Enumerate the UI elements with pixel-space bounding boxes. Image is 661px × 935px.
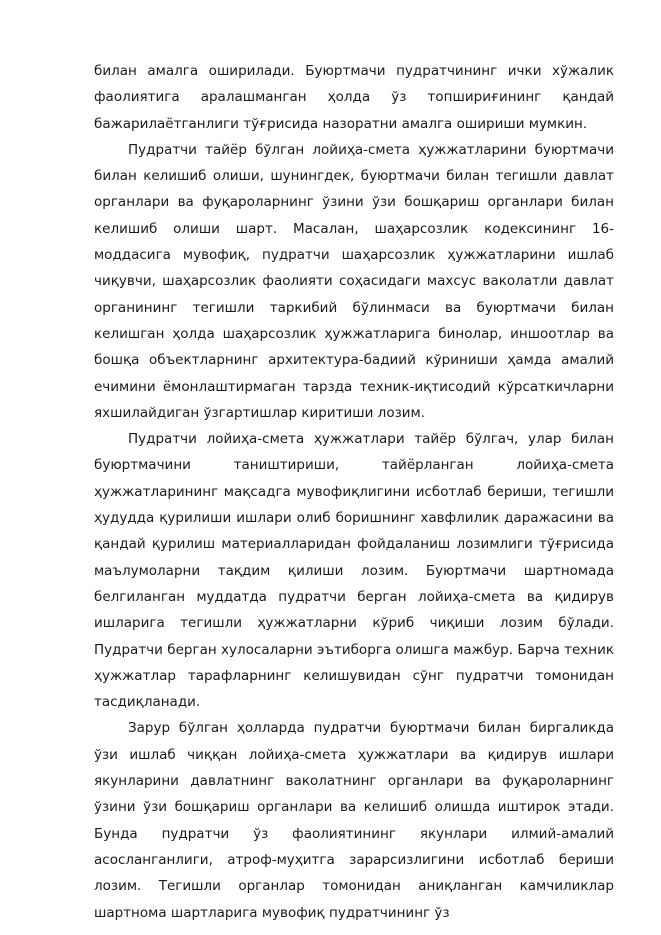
paragraph-continuation: билан амалга оширилади. Буюртмачи пудратчининг ички хўжалик фаолиятига аралашманган ҳолда ўз топшириғининг қандай бажарилаётганлиги тўғрисида назоратни амалга ошириши мумкин. [94,63,614,132]
paragraph-joint-approval: Зарур бўлган ҳолларда пудратчи буюртмачи билан биргаликда ўзи ишлаб чиққан лойиҳа-смета ҳужжатлари ва қидирув ишлари якунларини давлатнинг ваколатнинг органлари ва фуқароларнинг ўзини ўзи бошқариш органлари ва келишиб олишда иштирок этади. Бунда пудратчи ўз фаолиятининг якунлари илмий-амалий асосланганлиги, атроф-муҳитга зарарсизлигини исботлаб бериши лозим. Тегишли органлар томонидан аниқланган камчиликлар шартнома шартларига мувофиқ пудратчининг ўз [94,720,614,921]
document-body [94,58,614,926]
paragraph-customer-familiarization: Пудратчи лойиҳа-смета ҳужжатлари тайёр бўлгач, улар билан буюртмачини таништириши, тайёрланган лойиҳа-смета ҳужжатларининг мақсадга мувофиқлигини исботлаб бериши, тегишли ҳудудда қурилиши ишлари олиб боришнинг хавфлилик даражасини ва қандай қурилиш материалларидан фойдаланиш лозимлиги тўғрисида маълумоларни тақдим қилиши лозим. Буюртмачи шартномада белгиланган муддатда пудратчи берган лойиҳа-смета ва қидирув ишларига тегишли ҳужжатларни кўриб чиқиши лозим бўлади. Пудратчи берган хулосаларни эътиборга олишга мажбур. Барча техник ҳужжатлар тарафларнинг келишувидан сўнг пудратчи томонидан тасдиқланади. [94,431,614,711]
paragraph-design-estimate-agreement: Пудратчи тайёр бўлган лойиҳа-смета ҳужжатларини буюртмачи билан келишиб олиши, шунингдек, буюртмачи билан тегишли давлат органлари ва фуқароларнинг ўзини ўзи бошқариш органлари билан келишиб олиши шарт. Масалан, шаҳарсозлик кодексининг 16-моддасига мувофиқ, пудратчи шаҳарсозлик ҳужжатларини ишлаб чиқувчи, шаҳарсозлик фаолияти соҳасидаги махсус ваколатли давлат органининг тегишли таркибий бўлинмаси ва буюртмачи билан келишган ҳолда шаҳарсозлик ҳужжатларига бинолар, иншоотлар ва бошқа объектларнинг архитектура-бадиий кўриниши ҳамда амалий ечимини ёмонлаштирмаган тарзда техник-иқтисодий кўрсаткичларни яхшилайдиган ўзгартишлар киритиши лозим. [94,141,614,421]
